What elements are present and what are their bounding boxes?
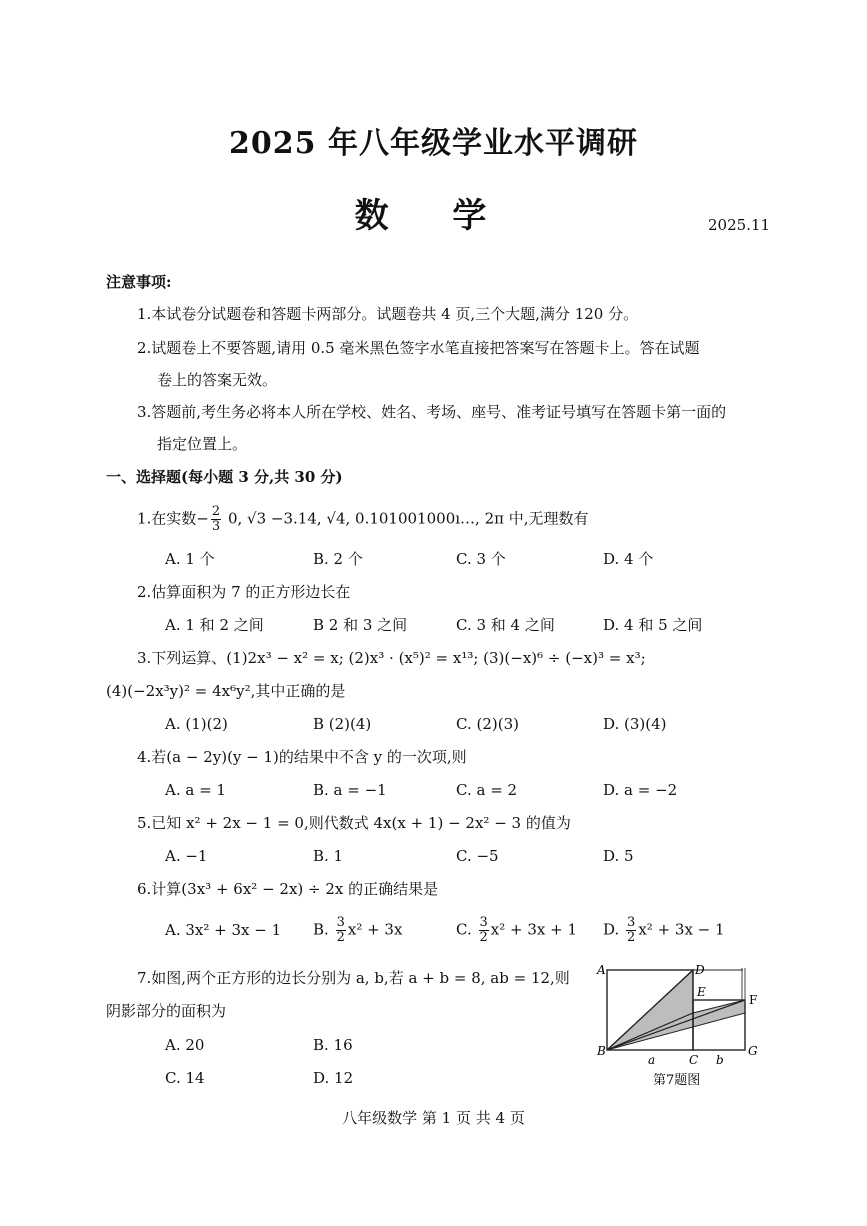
q6-d-fraction xyxy=(626,916,636,945)
q6-c-fraction xyxy=(479,916,489,945)
question-2: 2.估算面积为 7 的正方形边长在 xyxy=(137,583,351,601)
notice-heading: 注意事项: xyxy=(106,273,172,291)
q6-b-expr: x² + 3x xyxy=(347,920,403,939)
q1-frac-num: 2 xyxy=(211,504,221,519)
label-side-b: b xyxy=(716,1053,724,1067)
label-c-point: C xyxy=(689,1053,699,1067)
q7-option-d: D. 12 xyxy=(313,1069,354,1087)
label-d-point: D xyxy=(695,963,705,977)
label-side-a: a xyxy=(648,1053,656,1067)
exam-title: 2025 年八年级学业水平调研 xyxy=(229,126,638,161)
notice-item-3: 3.答题前,考生务必将本人所在学校、姓名、考场、座号、准考证号填写在答题卡第一面的 xyxy=(137,403,727,421)
q4-option-d: D. a = −2 xyxy=(603,781,678,799)
label-g-point: G xyxy=(748,1044,758,1058)
figure-caption: 第7题图 xyxy=(653,1073,701,1088)
exam-date: 2025.11 xyxy=(708,216,771,234)
question-5: 5.已知 x² + 2x − 1 = 0,则代数式 4x(x + 1) − 2x² − 3 的值为 xyxy=(137,814,571,832)
q5-option-c: C. −5 xyxy=(456,847,499,865)
q5-option-a: A. −1 xyxy=(165,847,208,865)
notice-item-2-cont: 卷上的答案无效。 xyxy=(157,371,278,389)
q6-option-c xyxy=(456,916,577,945)
q6-option-d xyxy=(603,916,725,945)
q6-b-fraction xyxy=(336,916,346,945)
q2-option-c: C. 3 和 4 之间 xyxy=(456,616,555,634)
q1-rest: 0, √3 −3.14, √4, 0.101001000ı…, 2π 中,无理数有 xyxy=(223,509,589,528)
section-heading: 一、选择题(每小题 3 分,共 30 分) xyxy=(106,468,343,486)
question-6: 6.计算(3x³ + 6x² − 2x) ÷ 2x 的正确结果是 xyxy=(137,880,439,898)
q6-c-frac-den: 2 xyxy=(479,930,488,945)
label-e-point: E xyxy=(697,985,706,999)
q4-option-b: B. a = −1 xyxy=(313,781,387,799)
q6-c-label: C. xyxy=(456,920,472,939)
question-7-line-1: 7.如图,两个正方形的边长分别为 a, b,若 a + b = 8, ab = 12,则 xyxy=(137,969,570,987)
q6-b-frac-den: 2 xyxy=(336,930,345,945)
q7-option-c: C. 14 xyxy=(165,1069,205,1087)
q2-option-b: B 2 和 3 之间 xyxy=(313,616,408,634)
q6-c-expr: x² + 3x + 1 xyxy=(490,920,578,939)
q6-b-frac-num: 3 xyxy=(336,915,345,930)
q6-d-label: D. xyxy=(603,920,620,939)
notice-item-2: 2.试题卷上不要答题,请用 0.5 毫米黑色签字水笔直接把答案写在答题卡上。答在试题 xyxy=(137,339,700,357)
q1-frac-den: 3 xyxy=(211,519,221,534)
page-footer: 八年级数学 第 1 页 共 4 页 xyxy=(342,1109,525,1127)
question-3-line-2: (4)(−2x³y)² = 4x⁶y²,其中正确的是 xyxy=(106,682,346,700)
q1-option-b: B. 2 个 xyxy=(313,550,363,568)
q1-option-a: A. 1 个 xyxy=(165,550,215,568)
label-b-point: B xyxy=(597,1044,606,1058)
q6-option-a: A. 3x² + 3x − 1 xyxy=(165,921,282,939)
q1-option-c: C. 3 个 xyxy=(456,550,506,568)
q4-option-a: A. a = 1 xyxy=(165,781,226,799)
q1-option-d: D. 4 个 xyxy=(603,550,654,568)
q3-option-d: D. (3)(4) xyxy=(603,715,667,733)
q5-option-b: B. 1 xyxy=(313,847,344,865)
q5-option-d: D. 5 xyxy=(603,847,634,865)
q7-figure xyxy=(595,960,770,1095)
question-1 xyxy=(137,505,589,534)
q3-option-b: B (2)(4) xyxy=(313,715,372,733)
q6-d-expr: x² + 3x − 1 xyxy=(638,920,725,939)
question-3-line-1: 3.下列运算、(1)2x³ − x² = x; (2)x³ · (x⁵)² = x¹³; (3)(−x)⁶ ÷ (−x)³ = x³; xyxy=(137,649,646,667)
q6-d-frac-den: 2 xyxy=(627,930,636,945)
label-a-point: A xyxy=(597,963,606,977)
q6-option-b xyxy=(313,916,402,945)
q7-option-a: A. 20 xyxy=(165,1036,205,1054)
notice-item-1: 1.本试卷分试题卷和答题卡两部分。试题卷共 4 页,三个大题,满分 120 分。 xyxy=(137,305,639,323)
q3-option-a: A. (1)(2) xyxy=(165,715,228,733)
question-7-line-2: 阴影部分的面积为 xyxy=(106,1002,227,1020)
q1-fraction xyxy=(211,505,221,534)
subject-title: 数 学 xyxy=(354,196,513,236)
question-4: 4.若(a − 2y)(y − 1)的结果中不含 y 的一次项,则 xyxy=(137,748,467,766)
notice-item-3-cont: 指定位置上。 xyxy=(157,435,248,453)
q3-option-c: C. (2)(3) xyxy=(456,715,519,733)
label-f-point: F xyxy=(749,993,758,1007)
q6-c-frac-num: 3 xyxy=(479,915,488,930)
q2-option-a: A. 1 和 2 之间 xyxy=(165,616,264,634)
q7-option-b: B. 16 xyxy=(313,1036,353,1054)
q2-option-d: D. 4 和 5 之间 xyxy=(603,616,703,634)
q6-b-label: B. xyxy=(313,920,329,939)
q4-option-c: C. a = 2 xyxy=(456,781,518,799)
q1-prefix: 1.在实数− xyxy=(137,509,209,528)
q6-d-frac-num: 3 xyxy=(627,915,636,930)
